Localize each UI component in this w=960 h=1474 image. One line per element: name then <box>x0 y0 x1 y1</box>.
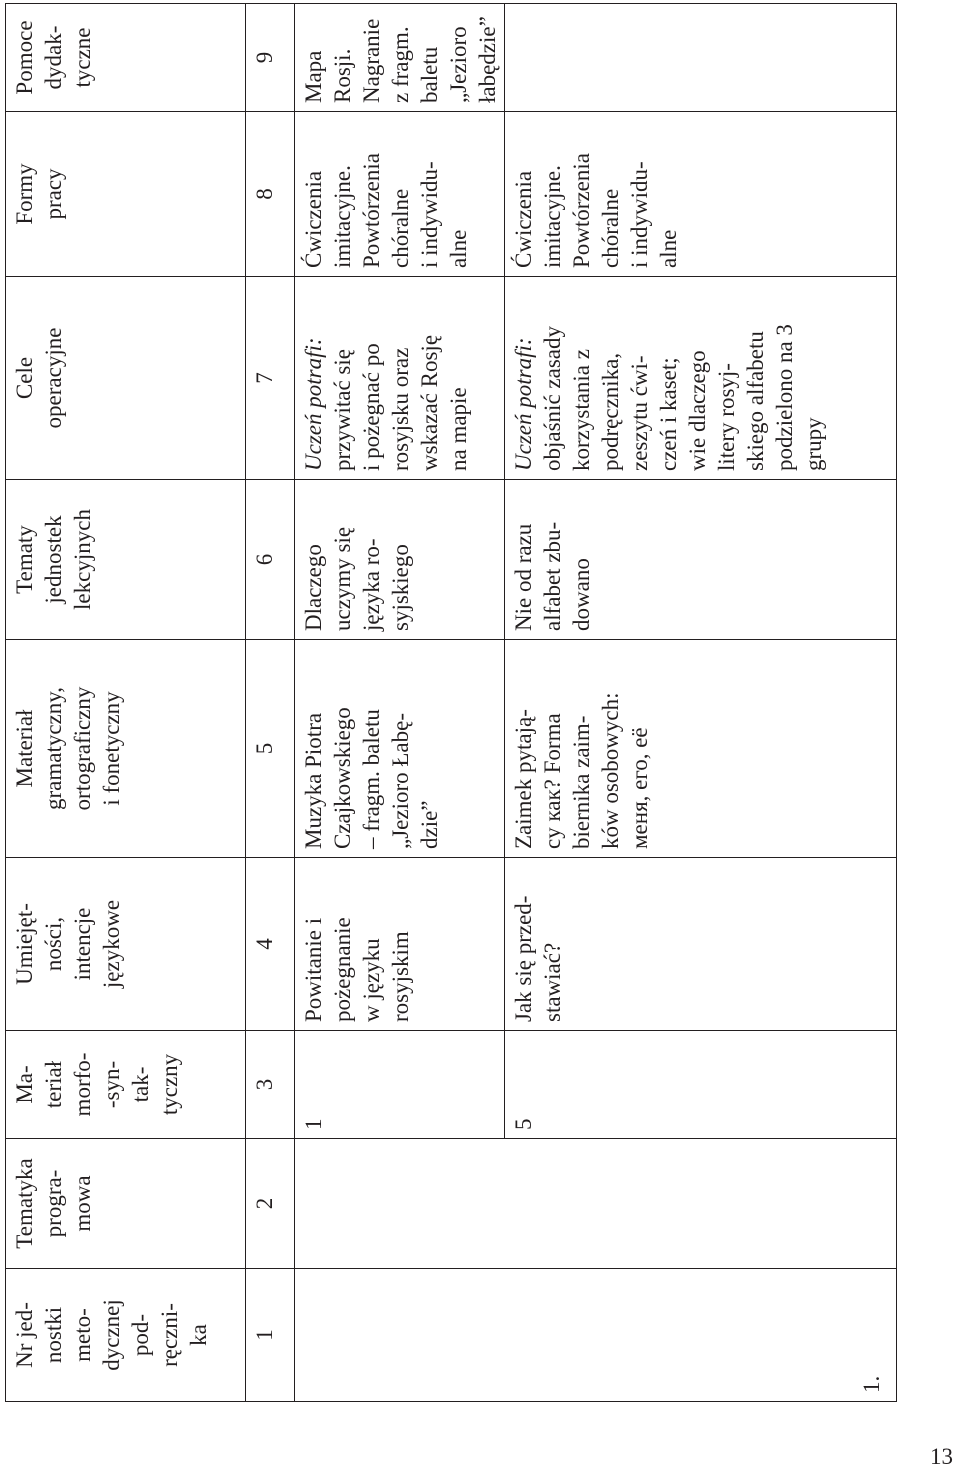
work-forms-cell: Ćwiczenia imitacyjne. Powtórzenia chóralne i indywidu- alne <box>505 112 897 277</box>
topic-cell <box>295 1139 505 1269</box>
header-cell: Tematyka progra- mowa <box>6 1139 246 1269</box>
objectives-text: objaśnić zasady korzystania z podręcznika, zeszytu ćwi- czeń i kaset; wie dlaczego litery rosyj- skiego alfabetu podzielono na 3 grupy <box>540 324 826 471</box>
lesson-topic-cell: Dlaczego uczymy się języka ro- syjskiego <box>295 480 505 640</box>
column-number: 6 <box>246 480 295 640</box>
column-number-row <box>246 4 295 1402</box>
column-number: 1 <box>246 1269 295 1402</box>
header-cell: Formy pracy <box>6 112 246 277</box>
rotated-page <box>5 4 884 1402</box>
objectives-cell <box>505 277 897 480</box>
column-number: 2 <box>246 1139 295 1269</box>
teaching-aids-cell <box>505 4 897 112</box>
header-row <box>6 4 246 1402</box>
table-row <box>295 4 505 1402</box>
header-cell: Cele operacyjne <box>6 277 246 480</box>
header-cell: Umiejęt- ności, intencje językowe <box>6 858 246 1031</box>
objectives-intro: Uczeń potrafi: <box>511 337 536 471</box>
column-number: 8 <box>246 112 295 277</box>
grammar-material-cell: Zaimek pytają- cy как? Forma biernika zaim- ków osobowych: меня, его, её <box>505 640 897 858</box>
topic-cell <box>505 1139 897 1269</box>
table-row <box>505 4 897 1402</box>
morpho-material-cell: 1 <box>295 1031 505 1139</box>
grammar-material-cell: Muzyka Piotra Czajkowskiego – fragm. baletu „Jezioro Łabę- dzie” <box>295 640 505 858</box>
unit-number-cell <box>295 1269 505 1402</box>
header-cell: Tematy jednostek lekcyjnych <box>6 480 246 640</box>
skills-cell: Jak się przed- stawiać? <box>505 858 897 1031</box>
objectives-cell <box>295 277 505 480</box>
column-number: 7 <box>246 277 295 480</box>
work-forms-cell: Ćwiczenia imitacyjne. Powtórzenia chóralne i indywidu- alne <box>295 112 505 277</box>
column-number: 9 <box>246 4 295 112</box>
morpho-material-cell: 5 <box>505 1031 897 1139</box>
lesson-plan-table <box>5 3 897 1402</box>
lesson-topic-cell: Nie od razu alfabet zbu- dowano <box>505 480 897 640</box>
unit-number-cell: 1. <box>505 1269 897 1402</box>
skills-cell: Powitanie i pożegnanie w języku rosyjskim <box>295 858 505 1031</box>
header-cell: Materiał gramatyczny, ortograficzny i fonetyczny <box>6 640 246 858</box>
column-number: 4 <box>246 858 295 1031</box>
teaching-aids-cell: Mapa Rosji. Nagranie z fragm. baletu „Jezioro łabędzie” <box>295 4 505 112</box>
header-cell: Nr jed- nostki meto- dycznej pod- ręczni- ka <box>6 1269 246 1402</box>
header-cell: Pomoce dydak- tyczne <box>6 4 246 112</box>
header-cell: Ma- teriał morfo- -syn- tak- tyczny <box>6 1031 246 1139</box>
objectives-intro: Uczeń potrafi: <box>301 337 326 471</box>
column-number: 5 <box>246 640 295 858</box>
page-number: 13 <box>930 1444 953 1469</box>
column-number: 3 <box>246 1031 295 1139</box>
objectives-text: przywitać się i pożegnać po rosyjsku oraz wskazać Rosję na mapie <box>330 334 471 471</box>
